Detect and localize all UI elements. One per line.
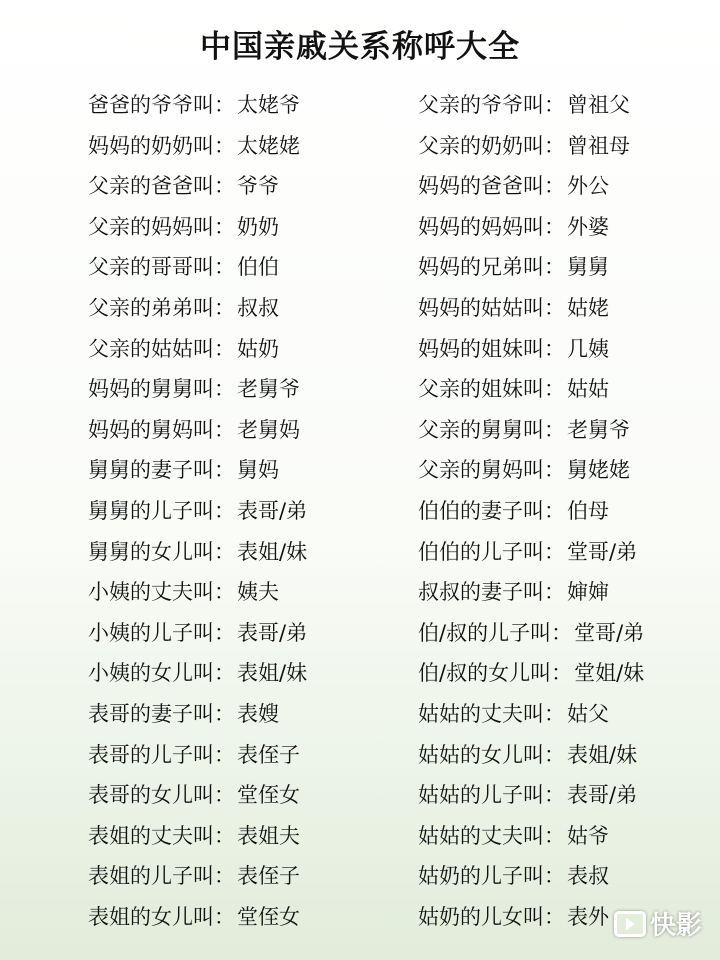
relation-row — [0, 735, 720, 776]
relation-answer: 堂哥/弟 — [567, 539, 638, 564]
relation-question: 伯/叔的儿子叫： — [418, 620, 573, 645]
relation-answer: 表外 — [567, 904, 609, 929]
relation-entry-left — [88, 532, 307, 572]
relation-entry-right — [418, 653, 644, 693]
relation-entry-left — [88, 653, 307, 693]
relation-question: 伯伯的妻子叫： — [418, 498, 565, 523]
relation-row — [0, 166, 720, 207]
relation-question: 妈妈的姑姑叫： — [418, 295, 565, 320]
relation-entry-left — [88, 329, 279, 369]
relation-question: 小姨的儿子叫： — [88, 620, 235, 645]
relation-answer: 婶婶 — [567, 580, 609, 605]
relation-answer: 伯母 — [567, 498, 609, 523]
relation-answer: 姑爷 — [567, 823, 609, 848]
relation-entry-right — [418, 126, 630, 166]
relation-question: 舅舅的儿子叫： — [88, 498, 235, 523]
relation-question: 叔叔的妻子叫： — [418, 580, 565, 605]
relation-answer: 表叔 — [567, 864, 609, 889]
relation-answer: 曾祖母 — [567, 133, 630, 158]
relation-answer: 舅姥姥 — [567, 458, 630, 483]
relation-answer: 外婆 — [567, 214, 609, 239]
relation-question: 姑奶的儿子叫： — [418, 864, 565, 889]
watermark-text: 快影 — [649, 911, 702, 941]
relation-question: 小姨的女儿叫： — [88, 661, 235, 686]
relation-entry-right — [418, 897, 609, 937]
relation-entry-left — [88, 856, 300, 896]
relation-row — [0, 613, 720, 654]
watermark — [614, 905, 702, 942]
relation-question: 姑奶的儿女叫： — [418, 904, 565, 929]
relation-answer: 表姐夫 — [237, 823, 300, 848]
relation-row — [0, 207, 720, 248]
relation-answer: 表侄子 — [237, 742, 300, 767]
relation-answer: 外公 — [567, 174, 609, 199]
relation-question: 表姐的丈夫叫： — [88, 823, 235, 848]
relation-question: 表哥的妻子叫： — [88, 701, 235, 726]
relation-entry-right — [418, 532, 637, 572]
relation-entry-left — [88, 897, 300, 937]
relation-entry-left — [88, 735, 300, 775]
relation-answer: 堂哥/弟 — [574, 620, 645, 645]
relation-answer: 曾祖父 — [567, 93, 630, 117]
relation-row — [0, 653, 720, 694]
relation-row — [0, 369, 720, 410]
relation-entry-left — [88, 694, 279, 734]
relation-question: 父亲的姐妹叫： — [418, 377, 565, 402]
relation-question: 父亲的弟弟叫： — [88, 295, 235, 320]
relation-question: 妈妈的奶奶叫： — [88, 133, 235, 158]
relation-entry-right — [418, 816, 609, 856]
relation-answer: 爷爷 — [237, 174, 279, 199]
relation-answer: 奶奶 — [237, 214, 279, 239]
relation-question: 表姐的女儿叫： — [88, 904, 235, 929]
relation-question: 父亲的奶奶叫： — [418, 133, 565, 158]
relation-answer: 表哥/弟 — [237, 620, 308, 645]
relation-entry-left — [88, 491, 307, 531]
relation-question: 父亲的舅妈叫： — [418, 458, 565, 483]
relation-row — [0, 694, 720, 735]
relation-answer: 表哥/弟 — [237, 498, 308, 523]
relation-question: 妈妈的兄弟叫： — [418, 255, 565, 280]
relation-entry-right — [418, 369, 609, 409]
relation-answer: 老舅爷 — [237, 377, 300, 402]
relation-question: 妈妈的舅舅叫： — [88, 377, 235, 402]
relation-entry-right — [418, 856, 609, 896]
relation-entry-left — [88, 369, 300, 409]
relation-answer: 姑父 — [567, 701, 609, 726]
relation-entry-right — [418, 775, 637, 815]
relation-answer: 姨夫 — [237, 580, 279, 605]
relation-row — [0, 816, 720, 857]
relation-entry-right — [418, 247, 609, 287]
relation-question: 父亲的妈妈叫： — [88, 214, 235, 239]
relation-row — [0, 126, 720, 167]
relation-question: 姑姑的丈夫叫： — [418, 701, 565, 726]
relation-question: 妈妈的爸爸叫： — [418, 174, 565, 199]
relation-entry-right — [418, 166, 609, 206]
page-title: 中国亲戚关系称呼大全 — [200, 28, 520, 65]
relation-entry-left — [88, 288, 279, 328]
relation-list — [0, 85, 720, 937]
relation-answer: 堂侄女 — [237, 783, 300, 808]
relation-question: 父亲的姑姑叫： — [88, 336, 235, 361]
relation-question: 表哥的女儿叫： — [88, 783, 235, 808]
relation-question: 表哥的儿子叫： — [88, 742, 235, 767]
relation-entry-left — [88, 85, 300, 125]
relation-question: 父亲的爷爷叫： — [418, 93, 565, 117]
relation-entry-left — [88, 166, 279, 206]
relation-question: 姑姑的丈夫叫： — [418, 823, 565, 848]
relation-row — [0, 450, 720, 491]
relation-question: 表姐的儿子叫： — [88, 864, 235, 889]
relation-entry-left — [88, 247, 279, 287]
relation-question: 伯/叔的女儿叫： — [418, 661, 573, 686]
relation-question: 妈妈的妈妈叫： — [418, 214, 565, 239]
relation-answer: 姑姑 — [567, 377, 609, 402]
relation-question: 妈妈的姐妹叫： — [418, 336, 565, 361]
relation-question: 舅舅的女儿叫： — [88, 539, 235, 564]
relation-question: 父亲的哥哥叫： — [88, 255, 235, 280]
relation-answer: 表姐/妹 — [567, 742, 638, 767]
relation-answer: 表侄子 — [237, 864, 300, 889]
relation-entry-right — [418, 288, 609, 328]
relation-question: 小姨的丈夫叫： — [88, 580, 235, 605]
relation-entry-right — [418, 85, 630, 125]
relation-entry-right — [418, 207, 609, 247]
relation-question: 伯伯的儿子叫： — [418, 539, 565, 564]
relation-row — [0, 572, 720, 613]
relation-entry-right — [418, 450, 630, 490]
relation-row — [0, 85, 720, 126]
relation-answer: 姑姥 — [567, 295, 609, 320]
relation-answer: 叔叔 — [237, 295, 279, 320]
relation-answer: 太姥姥 — [237, 133, 300, 158]
relation-entry-left — [88, 410, 300, 450]
relation-entry-right — [418, 572, 609, 612]
relation-answer: 几姨 — [567, 336, 609, 361]
relation-row — [0, 410, 720, 451]
relation-row — [0, 247, 720, 288]
relation-entry-left — [88, 207, 279, 247]
relation-entry-left — [88, 816, 300, 856]
relation-row — [0, 532, 720, 573]
relation-entry-left — [88, 572, 279, 612]
relation-answer: 老舅妈 — [237, 417, 300, 442]
relation-answer: 堂姐/妹 — [574, 661, 645, 686]
relation-entry-right — [418, 613, 644, 653]
relation-entry-right — [418, 410, 630, 450]
relation-answer: 姑奶 — [237, 336, 279, 361]
relation-answer: 舅妈 — [237, 458, 279, 483]
relation-answer: 太姥爷 — [237, 93, 300, 117]
relation-entry-left — [88, 613, 307, 653]
relation-row — [0, 897, 720, 938]
relation-row — [0, 329, 720, 370]
relation-entry-right — [418, 491, 609, 531]
relation-answer: 表哥/弟 — [567, 783, 638, 808]
relation-question: 父亲的爸爸叫： — [88, 174, 235, 199]
relation-entry-right — [418, 329, 609, 369]
relation-row — [0, 775, 720, 816]
relation-answer: 伯伯 — [237, 255, 279, 280]
relation-entry-right — [418, 735, 637, 775]
relation-entry-left — [88, 126, 300, 166]
relation-answer: 表姐/妹 — [237, 539, 308, 564]
relation-question: 妈妈的舅妈叫： — [88, 417, 235, 442]
relation-row — [0, 491, 720, 532]
relation-answer: 表嫂 — [237, 701, 279, 726]
relation-answer: 堂侄女 — [237, 904, 300, 929]
relation-question: 舅舅的妻子叫： — [88, 458, 235, 483]
relation-entry-right — [418, 694, 609, 734]
relation-question: 姑姑的儿子叫： — [418, 783, 565, 808]
relation-answer: 表姐/妹 — [237, 661, 308, 686]
relation-answer: 老舅爷 — [567, 417, 630, 442]
relation-question: 爸爸的爷爷叫： — [88, 93, 235, 117]
relation-row — [0, 856, 720, 897]
play-icon — [614, 911, 646, 937]
relation-entry-left — [88, 775, 300, 815]
relation-question: 姑姑的女儿叫： — [418, 742, 565, 767]
relation-question: 父亲的舅舅叫： — [418, 417, 565, 442]
relation-answer: 舅舅 — [567, 255, 609, 280]
relation-row — [0, 288, 720, 329]
relation-entry-left — [88, 450, 279, 490]
